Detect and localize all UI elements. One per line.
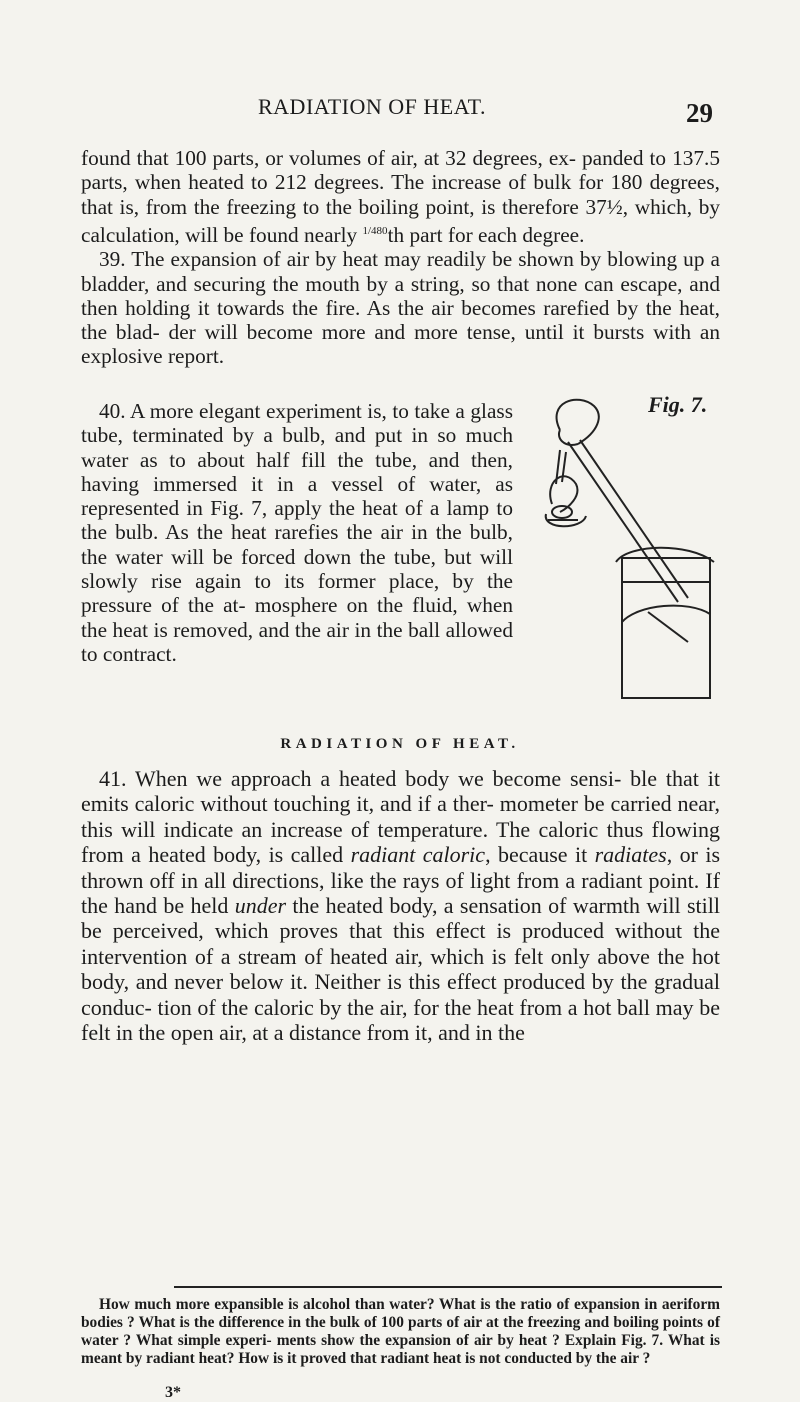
bulb: [557, 400, 599, 444]
fraction-480: 1/480: [362, 224, 388, 237]
para-38-text: found that 100 parts, or volumes of air, at 32 degrees, ex- panded to 137.5 parts, when heated to 212 degrees. The increase of bulk for 180 degrees, that is, from the freezing to the boiling point, is therefore 37½, which, by calculation, will be found nearly: [81, 146, 720, 247]
term-under: under: [234, 893, 287, 919]
vessel: [622, 558, 710, 698]
term-radiates: radiates: [594, 842, 667, 868]
para-41-text-4: the heated body, a sensation of warmth will still be perceived, which proves that this effect is produced without the intervention of a stream of heated air, which is felt only above the hot body, and never below it. Neither is this effect produced by the gradual conduc- tion of the caloric by the air, for the heat from a hot ball may be felt in the open air, at a distance from it, and in the: [81, 893, 720, 1046]
paragraph-41: [81, 766, 720, 1045]
figure-label: Fig. 7.: [648, 392, 708, 417]
questions-text: How much more expansible is alcohol than water? What is the ratio of expansion in aeriform bodies ? What is the difference in the bulk of 100 parts of air at the freezing and boiling points of water ? What simple experi- ments show the expansion of air by heat ? Explain Fig. 7. What is meant by radiant heat? How is it proved that radiant heat is not conducted by the air ?: [81, 1296, 720, 1367]
paragraph-38: [81, 146, 720, 247]
para-41-text-3: , or is thrown off in all directions, like the rays of light from a radiant point. If the hand be held: [81, 842, 721, 919]
paragraph-39: 39. The expansion of air by heat may readily be shown by blowing up a bladder, and securing the mouth by a string, so that none can escape, and then holding it towards the fire. As the air becomes rarefied by the heat, the blad- der will become more and more tense, until it bursts with an explosive report.: [81, 247, 720, 369]
paragraph-40: [81, 399, 513, 666]
footnote-rule: [174, 1286, 722, 1288]
signature-mark: 3*: [165, 1384, 181, 1401]
term-radiant-caloric: radiant caloric: [350, 842, 486, 868]
para-41-text-1: 41. When we approach a heated body we become sensi- ble that it emits caloric without touching it, and if a ther- mometer be carried near, this will indicate an increase of temperature. The caloric thus flowing from a heated body, is called: [81, 766, 720, 868]
bulb-tube-illustration: [538, 392, 718, 712]
para-38-tail: th part for each degree.: [387, 222, 585, 247]
page-header: [0, 94, 800, 134]
tube-right: [580, 440, 688, 598]
running-title: RADIATION OF HEAT.: [258, 94, 486, 119]
review-questions: [81, 1296, 720, 1368]
para-40-text: 40. A more elegant experiment is, to take a glass tube, terminated by a bulb, and put in so much water as to about half fill the tube, and then, having immersed it in a vessel of water, as represented in Fig. 7, apply the heat of a lamp to the bulb. As the heat rarefies the air in the bulb, the water will be forced down the tube, but will slowly rise again to its former place, by the pressure of the at- mosphere on the fluid, when the heat is removed, and the air in the ball allowed to contract.: [81, 399, 513, 666]
page-number: 29: [686, 98, 713, 128]
body-text-top: [81, 146, 720, 369]
section-heading: RADIATION OF HEAT.: [280, 736, 520, 752]
para-41-text-2: , because it: [485, 842, 595, 868]
figure-7: [538, 392, 718, 712]
